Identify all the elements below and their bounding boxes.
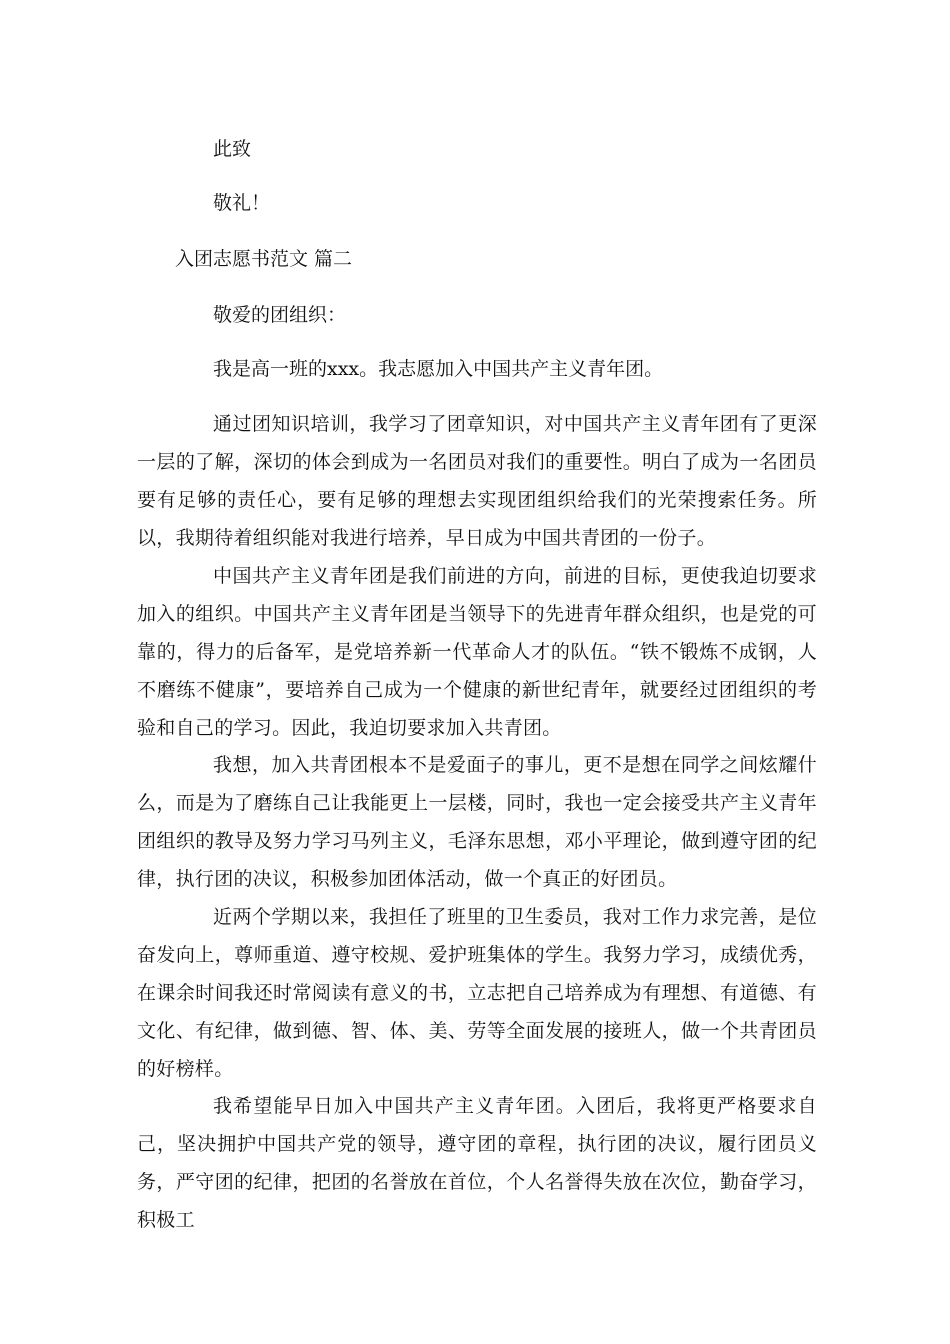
closing-line-1: 此致 xyxy=(213,138,252,160)
closing-line-2: 敬礼！ xyxy=(213,192,271,214)
salutation: 敬爱的团组织： xyxy=(213,304,347,326)
paragraph-commitment: 我希望能早日加入中国共产主义青年团。入团后，我将更严格要求自己，坚决拥护中国共产党的领导，遵守团的章程，执行团的决议，履行团员义务，严守团的纪律，把团的名誉放在首位，个人名誉得失放在次位，勤奋学习，积极工 xyxy=(137,1095,817,1231)
paragraph-direction: 中国共产主义青年团是我们前进的方向，前进的目标，更使我迫切要求加入的组织。中国共产主义青年团是当领导下的先进青年群众组织，也是党的可靠的，得力的后备军，是党培养新一代革命人才的队伍。“铁不锻炼不成钢，人不磨练不健康”，要培养自己成为一个健康的新世纪青年，就要经过团组织的考验和自己的学习。因此，我迫切要求加入共青团。 xyxy=(137,565,817,739)
paragraph-experience: 近两个学期以来，我担任了班里的卫生委员，我对工作力求完善，是位奋发向上，尊师重道、遵守校规、爱护班集体的学生。我努力学习，成绩优秀，在课余时间我还时常阅读有意义的书，立志把自己培养成为有理想、有道德、有文化、有纪律，做到德、智、体、美、劳等全面发展的接班人，做一个共青团员的好榜样。 xyxy=(137,906,817,1080)
paragraph-motivation: 我想，加入共青团根本不是爱面子的事儿，更不是想在同学之间炫耀什么，而是为了磨练自己让我能更上一层楼，同时，我也一定会接受共产主义青年团组织的教导及努力学习马列主义，毛泽东思想，邓小平理论，做到遵守团的纪律，执行团的决议，积极参加团体活动，做一个真正的好团员。 xyxy=(137,754,817,890)
intro-line: 我是高一班的xxx。我志愿加入中国共产主义青年团。 xyxy=(213,358,664,380)
section-heading: 入团志愿书范文 篇二 xyxy=(175,248,353,270)
paragraph-training: 通过团知识培训，我学习了团章知识，对中国共产主义青年团有了更深一层的了解，深切的体会到成为一名团员对我们的重要性。明白了成为一名团员要有足够的责任心，要有足够的理想去实现团组织给我们的光荣搜索任务。所以，我期待着组织能对我进行培养，早日成为中国共青团的一份子。 xyxy=(137,413,817,549)
